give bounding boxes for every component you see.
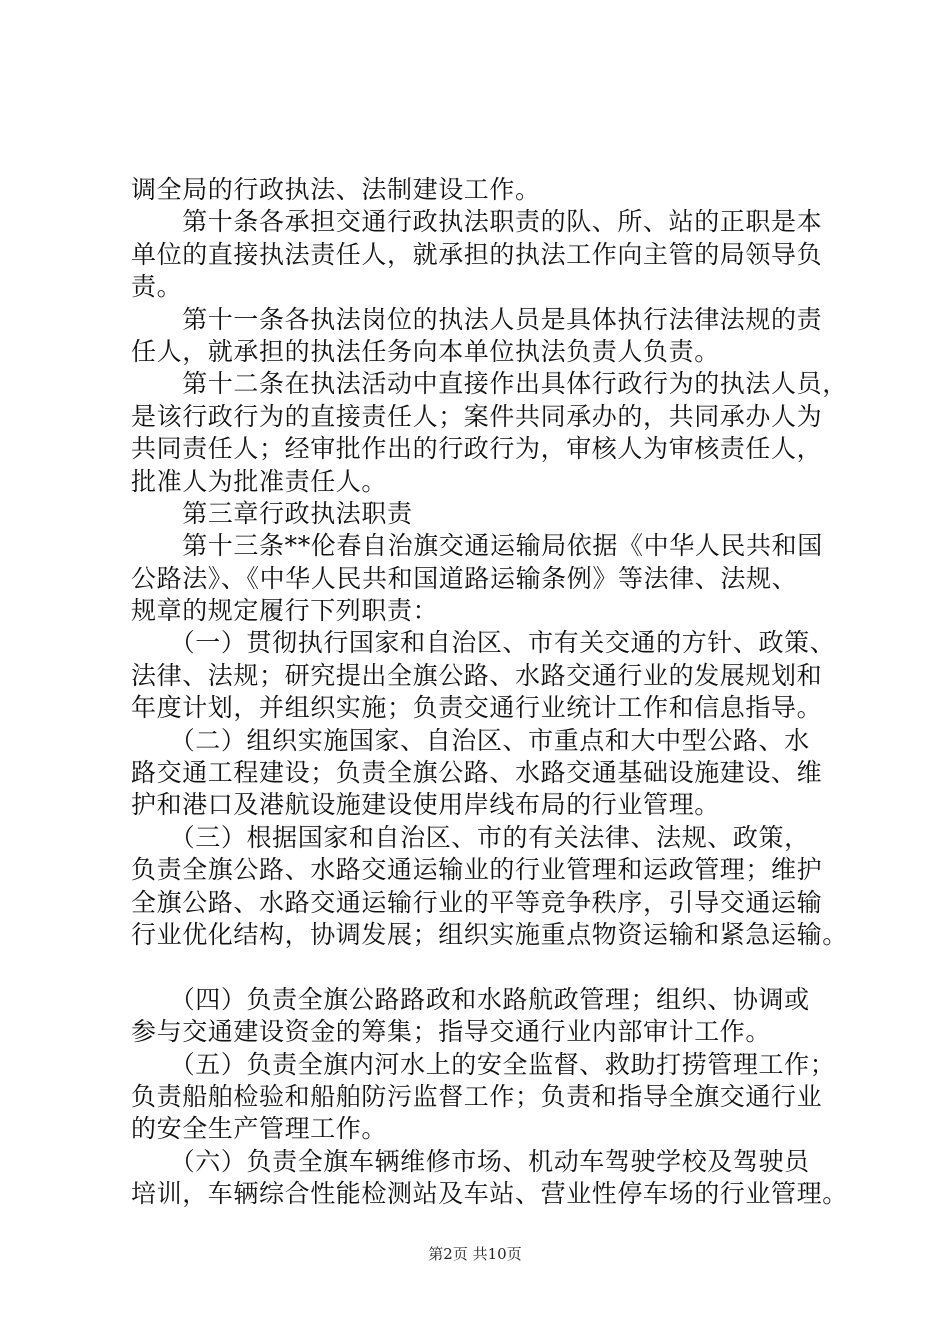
text-line: 调全局的行政执法、法制建设工作。 <box>131 175 541 204</box>
text-line: 任人，就承担的执法任务向本单位执法负责人负责。 <box>131 336 720 366</box>
text-line: 负责船舶检验和船舶防污监督工作；负责和指导全旗交通行业 <box>131 1081 823 1111</box>
text-line: 法律、法规；研究提出全旗公路、水路交通行业的发展规划和 <box>131 660 823 690</box>
text-line: 负责全旗公路、水路交通运输业的行业管理和运政管理；维护 <box>131 855 823 885</box>
text-line: 第十一条各执法岗位的执法人员是具体执行法律法规的责 <box>131 304 823 334</box>
blank-line <box>131 951 837 983</box>
text-line: 规章的规定履行下列职责： <box>131 596 439 626</box>
text-line: （一）贯彻执行国家和自治区、市有关交通的方针、政策、 <box>131 628 836 658</box>
text-line: 责。 <box>131 272 183 302</box>
text-line: 全旗公路、水路交通运输行业的平等竞争秩序，引导交通运输 <box>131 887 823 917</box>
text-line: 年度计划，并组织实施；负责交通行业统计工作和信息指导。 <box>131 693 823 723</box>
text-line: 第十二条在执法活动中直接作出具体行政行为的执法人员， <box>131 369 848 399</box>
text-line: 公路法》、《中华人民共和国道路运输条例》等法律、法规、 <box>131 563 798 593</box>
text-line: 单位的直接执法责任人，就承担的执法工作向主管的局领导负 <box>131 239 823 269</box>
text-line: 第十条各承担交通行政执法职责的队、所、站的正职是本 <box>131 207 823 237</box>
text-line: 路交通工程建设；负责全旗公路、水路交通基础设施建设、维 <box>131 758 823 788</box>
text-line: （二）组织实施国家、自治区、市重点和大中型公路、水 <box>131 725 810 755</box>
text-line: 第三章行政执法职责 <box>131 498 413 528</box>
text-line: 共同责任人；经审批作出的行政行为，审核人为审核责任人， <box>131 434 823 464</box>
text-line: （六）负责全旗车辆维修市场、机动车驾驶学校及驾驶员 <box>131 1146 810 1176</box>
text-line: 参与交通建设资金的筹集；指导交通行业内部审计工作。 <box>131 1017 772 1047</box>
text-line: 批准人为批准责任人。 <box>131 466 388 496</box>
text-line: 培训，车辆综合性能检测站及车站、营业性停车场的行业管理。 <box>131 1179 848 1209</box>
text-line: 是该行政行为的直接责任人；案件共同承办的，共同承办人为 <box>131 401 823 431</box>
text-line: 行业优化结构，协调发展；组织实施重点物资运输和紧急运输。 <box>131 919 848 949</box>
text-line: （五）负责全旗内河水上的安全监督、救助打捞管理工作； <box>131 1049 836 1079</box>
text-line: 护和港口及港航设施建设使用岸线布局的行业管理。 <box>131 790 720 820</box>
text-line: 第十三条**伦春自治旗交通运输局依据《中华人民共和国 <box>131 531 823 561</box>
text-line: （三）根据国家和自治区、市的有关法律、法规、政策， <box>131 822 810 852</box>
text-line: 的安全生产管理工作。 <box>131 1114 388 1144</box>
text-line: （四）负责全旗公路路政和水路航政管理；组织、协调或 <box>131 984 810 1014</box>
page-footer: 第2页 共10页 <box>428 1245 522 1263</box>
document-body <box>131 174 848 1211</box>
